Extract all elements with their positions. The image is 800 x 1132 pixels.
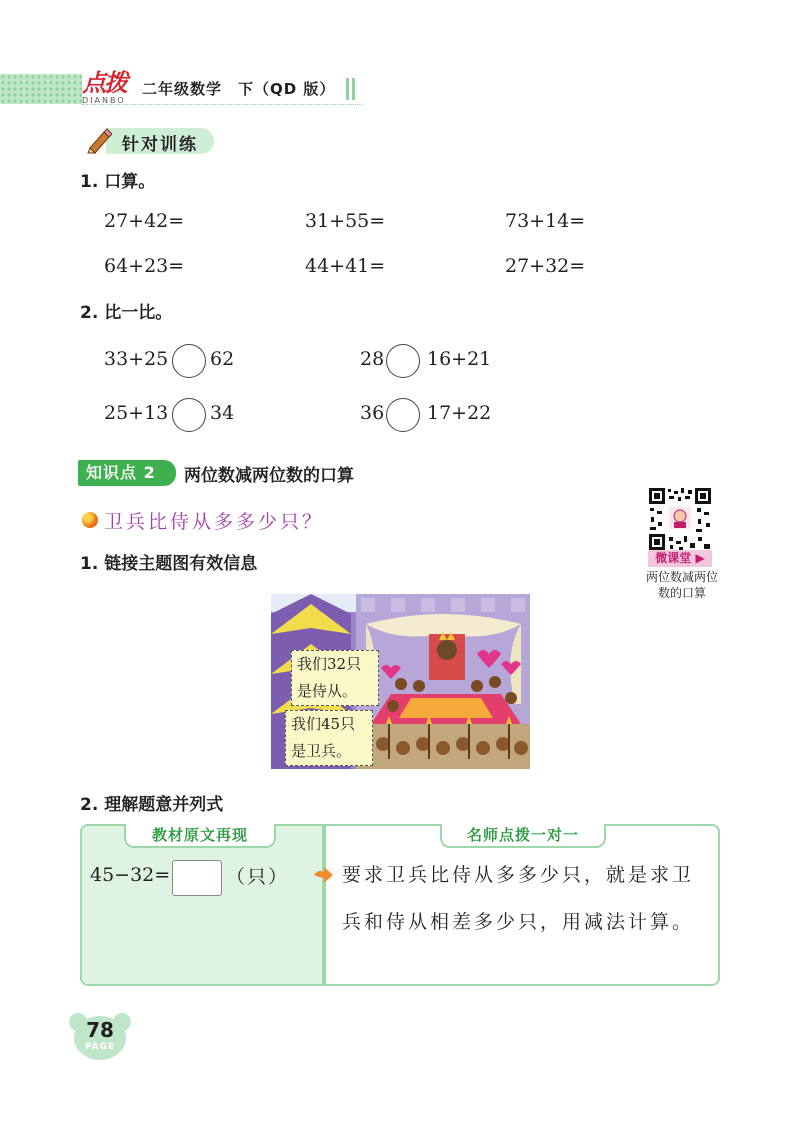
book-title: 二年级数学 下（QD 版） (142, 80, 336, 98)
speech-bubble-guards (285, 710, 373, 766)
compare-circle[interactable] (172, 398, 206, 432)
page-label: PAGE (84, 1042, 116, 1052)
unit-label: （只） (226, 866, 290, 888)
compare-right: 16+21 (427, 348, 492, 370)
logo-text: 点拨 (82, 68, 126, 97)
compare-right: 34 (210, 402, 235, 424)
q1-problem: 44+41= (305, 255, 386, 277)
qr-caption: 两位数减两位数的口算 (645, 570, 718, 600)
teacher-tab-label: 名师点拨一对一 (440, 824, 606, 848)
section-title: 针对训练 (122, 135, 198, 155)
micro-class-text: 微课堂 (655, 551, 692, 565)
header-divider (82, 104, 362, 105)
bubble-line: 我们45只 (291, 715, 356, 733)
compare-right: 17+22 (427, 402, 492, 424)
compare-left: 36 (360, 402, 385, 424)
theme-illustration (271, 594, 530, 769)
q1-problem: 27+42= (104, 210, 185, 232)
arrow-right-icon (312, 866, 334, 884)
header-bars-decoration (346, 78, 360, 102)
answer-box[interactable] (172, 860, 222, 896)
q1-problem: 64+23= (104, 255, 185, 277)
knowledge-point-tag: 知识点 2 (78, 460, 176, 486)
q1-problem: 73+14= (505, 210, 586, 232)
teacher-tip: 要求卫兵比侍从多多少只，就是求卫兵和侍从相差多少只，用减法计算。 (342, 864, 695, 933)
compare-circle[interactable] (172, 344, 206, 378)
bubble-line: 是卫兵。 (291, 742, 352, 760)
table-divider (322, 824, 326, 986)
page-number: 78 (86, 1018, 114, 1042)
compare-circle[interactable] (386, 398, 420, 432)
textbook-panel (82, 826, 322, 984)
knowledge-point-title: 两位数减两位数的口算 (184, 466, 354, 486)
qr-code-icon[interactable] (648, 487, 712, 551)
q1-problem: 27+32= (505, 255, 586, 277)
main-question: 卫兵比侍从多多少只？ (104, 511, 325, 533)
logo-subtext: DIANBO (82, 96, 126, 105)
compare-left: 25+13 (104, 402, 169, 424)
q1-title: 1. 口算。 (80, 172, 156, 192)
step1-title: 1. 链接主题图有效信息 (80, 554, 258, 574)
brand-logo (82, 70, 138, 104)
play-icon: ▶ (691, 551, 705, 565)
pencil-icon (86, 128, 112, 154)
speech-bubble-servants (291, 650, 379, 706)
compare-circle[interactable] (386, 344, 420, 378)
q2-title: 2. 比一比。 (80, 303, 173, 323)
bullet-ball-icon (82, 512, 98, 528)
step2-title: 2. 理解题意并列式 (80, 795, 224, 815)
compare-left: 33+25 (104, 348, 169, 370)
textbook-tab-label: 教材原文再现 (124, 824, 276, 848)
micro-class-label[interactable] (648, 550, 712, 567)
equation: 45−32= (90, 864, 171, 886)
compare-left: 28 (360, 348, 385, 370)
bubble-line: 我们32只 (297, 655, 362, 673)
bubble-line: 是侍从。 (297, 682, 358, 700)
compare-right: 62 (210, 348, 235, 370)
q1-problem: 31+55= (305, 210, 386, 232)
header-decoration-stripe (0, 74, 82, 104)
